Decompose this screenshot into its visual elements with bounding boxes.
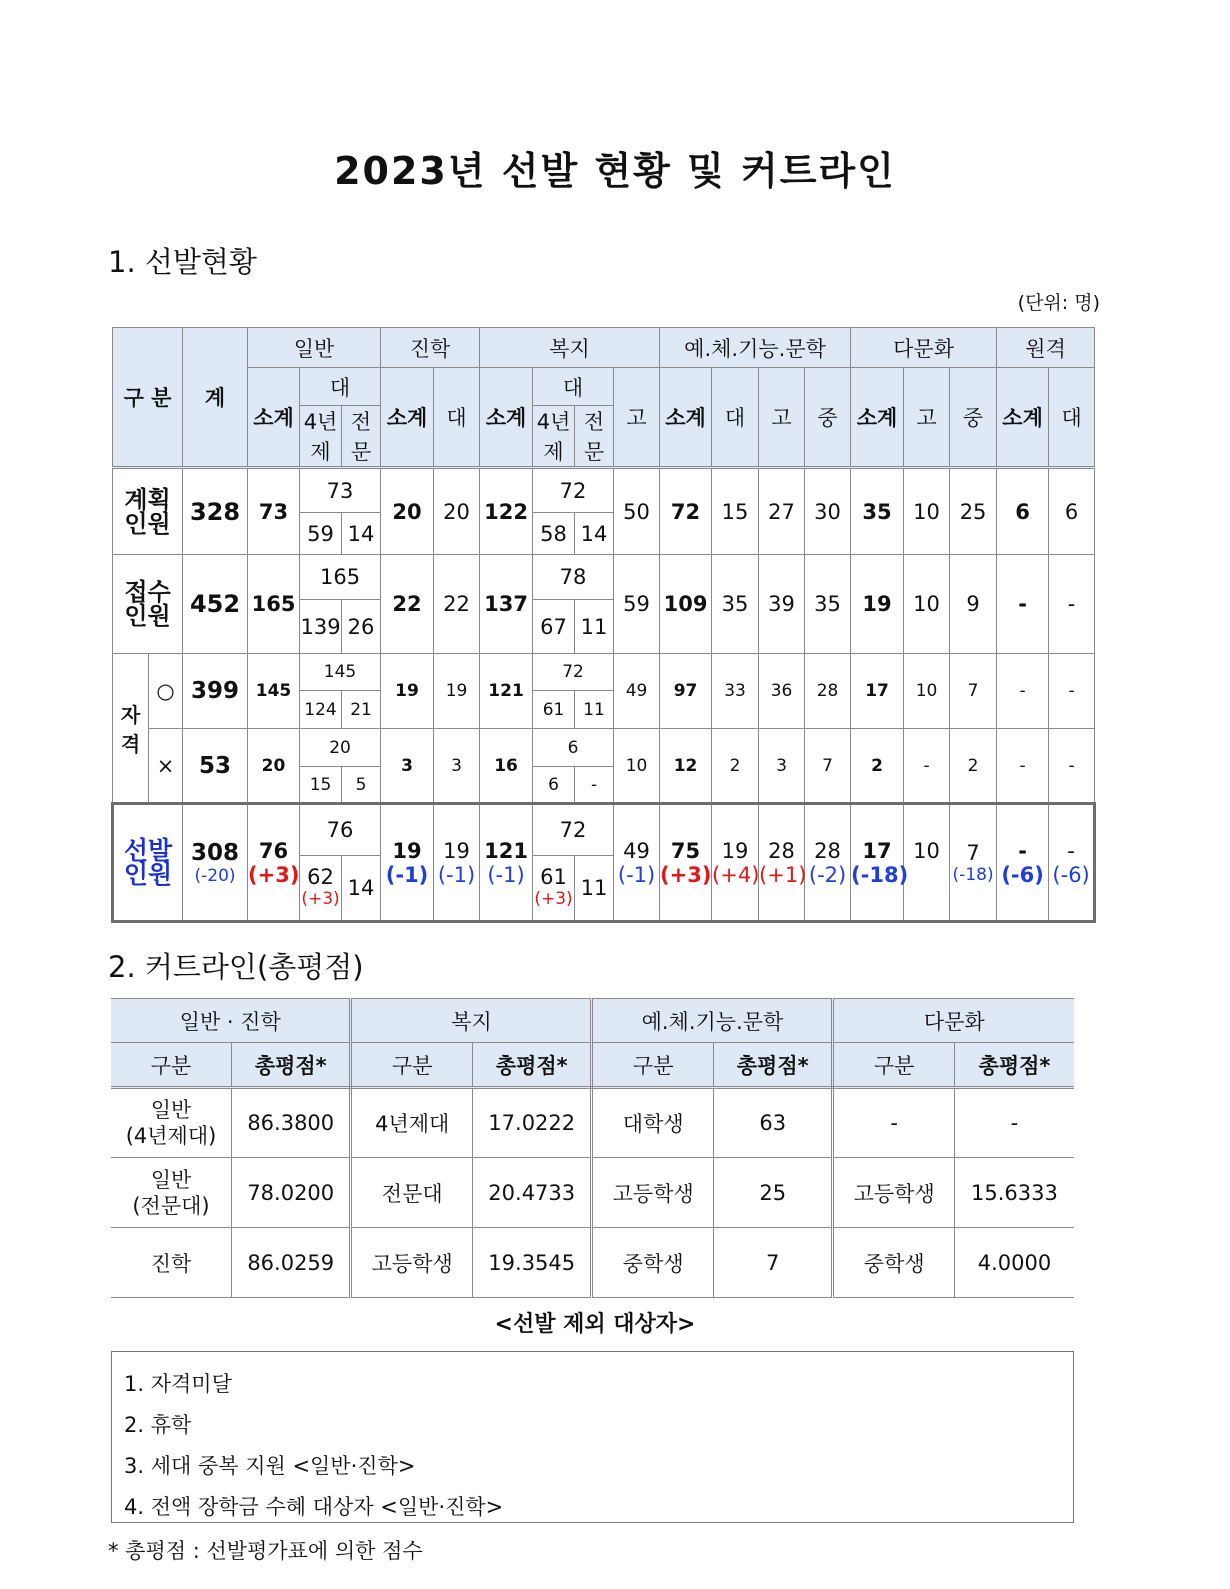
apply-total: 452 <box>183 555 248 654</box>
header-dae: 대 <box>300 368 381 406</box>
selected-ye-go-cell <box>759 804 805 922</box>
apply-bokji-sub: 137 <box>480 555 533 654</box>
selection-status-table <box>111 327 1096 923</box>
selected-ilban-4-cell <box>300 856 342 922</box>
table-row <box>111 1088 1074 1158</box>
qual-o-won-sub: - <box>997 654 1049 729</box>
plan-da-sub: 35 <box>851 468 904 555</box>
selected-total-diff: (-20) <box>194 865 236 886</box>
selected-won-dae: - <box>1067 838 1075 863</box>
selected-ye-dae: 19 <box>721 838 749 863</box>
qual-o-bokji-jm: 11 <box>575 691 614 729</box>
cut-cell: 일반 (전문대) <box>111 1158 231 1228</box>
selected-da-go-cell <box>904 804 950 922</box>
section1-heading: 1. 선발현황 <box>108 245 257 279</box>
qual-o-da-sub: 17 <box>851 654 904 729</box>
apply-ye-jung: 35 <box>805 555 851 654</box>
exclusion-box <box>111 1351 1074 1523</box>
qual-x-da-sub: 2 <box>851 729 904 804</box>
plan-total: 328 <box>183 468 248 555</box>
qual-o-ilban-sub: 145 <box>248 654 300 729</box>
qual-o-ilban-dae: 145 <box>300 654 381 691</box>
cut-cell: 63 <box>713 1088 832 1158</box>
apply-bokji-jm: 11 <box>575 600 614 654</box>
selected-ilban-sub: 76 <box>258 838 289 863</box>
selected-bokji-4-cell <box>533 856 575 922</box>
list-item: 3. 세대 중복 지원 <일반·진학> <box>124 1454 416 1478</box>
selected-bokji-4-diff: (+3) <box>534 889 573 909</box>
section2-heading: 2. 커트라인(총평점) <box>108 950 364 984</box>
header-sogye: 소계 <box>851 368 904 468</box>
selected-ilban-4-diff: (+3) <box>301 889 340 909</box>
qual-x-ilban-4: 15 <box>300 767 342 804</box>
cut-cell: 19.3545 <box>472 1228 592 1298</box>
qual-o-da-go: 10 <box>904 654 950 729</box>
header-dae: 대 <box>1049 368 1095 468</box>
selected-da-sub-cell <box>851 804 909 922</box>
header-jinhak: 진학 <box>381 328 480 368</box>
table-row <box>111 1158 1074 1228</box>
header-junmun: 전문 <box>575 406 614 468</box>
plan-bokji-sub: 122 <box>480 468 533 555</box>
cut-cell: 20.4733 <box>472 1158 592 1228</box>
footnote: * 총평점 : 선발평가표에 의한 점수 <box>108 1539 423 1563</box>
plan-ilban-jm: 14 <box>342 513 381 555</box>
plan-ye-sub: 72 <box>660 468 712 555</box>
qual-x-bokji-sub: 16 <box>480 729 533 804</box>
cut-group-bokji: 복지 <box>351 999 592 1043</box>
cut-cell: - <box>833 1088 954 1158</box>
header-go: 고 <box>614 368 660 468</box>
selected-bokji-sub-diff: (-1) <box>487 862 525 887</box>
qual-x-ye-go: 3 <box>759 729 805 804</box>
cut-col-score: 총평점* <box>954 1043 1074 1088</box>
selected-total-cell <box>183 804 248 922</box>
selected-ye-jung-cell <box>805 804 851 922</box>
selected-ilban-4: 62 <box>307 865 334 889</box>
cut-col-gubun: 구분 <box>111 1043 231 1088</box>
qual-x-ilban-sub: 20 <box>248 729 300 804</box>
cut-cell: 86.3800 <box>231 1088 351 1158</box>
cut-col-gubun: 구분 <box>833 1043 954 1088</box>
header-dae: 대 <box>434 368 480 468</box>
qual-o-ilban-jm: 21 <box>342 691 381 729</box>
qual-o-jinhak-sub: 19 <box>381 654 434 729</box>
apply-ilban-jm: 26 <box>342 600 381 654</box>
selected-ye-jung: 28 <box>814 838 841 863</box>
qual-x-bokji-jm: - <box>575 767 614 804</box>
header-4year: 4년제 <box>533 406 575 468</box>
cut-cell: 일반 (4년제대) <box>111 1088 231 1158</box>
selected-jinhak-sub-diff: (-1) <box>385 862 429 887</box>
plan-ye-dae: 15 <box>712 468 759 555</box>
header-4year: 4년제 <box>300 406 342 468</box>
apply-da-jung: 9 <box>950 555 997 654</box>
plan-ye-go: 27 <box>759 468 805 555</box>
header-dae: 대 <box>712 368 759 468</box>
qual-x-total: 53 <box>183 729 248 804</box>
apply-da-go: 10 <box>904 555 950 654</box>
selected-jinhak-dae: 19 <box>443 838 470 863</box>
cut-cell: 전문대 <box>351 1158 472 1228</box>
selected-jinhak-sub: 19 <box>392 838 422 863</box>
qual-x-da-jung: 2 <box>950 729 997 804</box>
qual-o-ye-dae: 33 <box>712 654 759 729</box>
qual-o-ye-jung: 28 <box>805 654 851 729</box>
cut-cell: 진학 <box>111 1228 231 1298</box>
selected-won-sub-cell <box>997 804 1049 922</box>
header-damunhwa: 다문화 <box>851 328 997 368</box>
selected-bokji-go: 49 <box>623 838 650 863</box>
selected-ye-go: 28 <box>768 838 795 863</box>
plan-won-sub: 6 <box>997 468 1049 555</box>
apply-won-sub: - <box>997 555 1049 654</box>
selected-bokji-sub-cell <box>480 804 533 922</box>
qual-x-ilban-dae: 20 <box>300 729 381 767</box>
selected-ye-go-diff: (+1) <box>759 862 807 887</box>
selected-da-sub: 17 <box>862 838 892 863</box>
apply-ilban-sub: 165 <box>248 555 300 654</box>
plan-bokji-jm: 14 <box>575 513 614 555</box>
cut-cell: 86.0259 <box>231 1228 351 1298</box>
cut-group-ilban: 일반 · 진학 <box>111 999 351 1043</box>
cut-cell: 78.0200 <box>231 1158 351 1228</box>
apply-ye-go: 39 <box>759 555 805 654</box>
header-sogye: 소계 <box>480 368 533 468</box>
qual-o-bokji-go: 49 <box>614 654 660 729</box>
plan-ilban-4: 59 <box>300 513 342 555</box>
qual-x-ilban-jm: 5 <box>342 767 381 804</box>
row-label-qualify: 자 격 <box>113 654 149 804</box>
qual-o-bokji-sub: 121 <box>480 654 533 729</box>
cutline-table <box>111 998 1074 1298</box>
cut-group-damunhwa: 다문화 <box>833 999 1074 1043</box>
header-go: 고 <box>904 368 950 468</box>
selected-jinhak-dae-diff: (-1) <box>437 862 476 887</box>
cut-col-score: 총평점* <box>472 1043 592 1088</box>
apply-ilban-dae: 165 <box>300 555 381 600</box>
cut-cell: 고등학생 <box>833 1158 954 1228</box>
qual-x-bokji-4: 6 <box>533 767 575 804</box>
header-jung: 중 <box>950 368 997 468</box>
qual-o-ilban-4: 124 <box>300 691 342 729</box>
header-sogye: 소계 <box>660 368 712 468</box>
cut-cell: 고등학생 <box>351 1228 472 1298</box>
row-label-plan: 계획 인원 <box>113 468 183 555</box>
list-item: 1. 자격미달 <box>124 1372 232 1396</box>
apply-won-dae: - <box>1049 555 1095 654</box>
qual-o-mark: ○ <box>149 654 183 729</box>
qual-o-ye-go: 36 <box>759 654 805 729</box>
cut-cell: 7 <box>713 1228 832 1298</box>
selected-ye-dae-cell <box>712 804 759 922</box>
plan-bokji-4: 58 <box>533 513 575 555</box>
plan-jinhak-dae: 20 <box>434 468 480 555</box>
selected-da-jung: 7 <box>966 840 980 865</box>
plan-won-dae: 6 <box>1049 468 1095 555</box>
table-row <box>111 1228 1074 1298</box>
selected-ilban-dae: 76 <box>300 804 381 856</box>
plan-da-go: 10 <box>904 468 950 555</box>
header-wongyeok: 원격 <box>997 328 1095 368</box>
apply-da-sub: 19 <box>851 555 904 654</box>
qual-x-mark: × <box>149 729 183 804</box>
selected-da-sub-diff: (-18) <box>851 862 909 887</box>
cut-col-gubun: 구분 <box>592 1043 713 1088</box>
list-item: 4. 전액 장학금 수혜 대상자 <일반·진학> <box>124 1495 504 1519</box>
exclusion-title: <선발 제외 대상자> <box>494 1312 696 1337</box>
header-sogye: 소계 <box>248 368 300 468</box>
selected-bokji-dae: 72 <box>533 804 614 856</box>
selected-da-jung-diff: (-18) <box>952 864 994 885</box>
apply-bokji-go: 59 <box>614 555 660 654</box>
qual-x-won-dae: - <box>1049 729 1095 804</box>
selected-ilban-jm: 14 <box>342 856 381 922</box>
selected-ye-dae-diff: (+4) <box>712 862 760 887</box>
selected-won-sub: - <box>1018 838 1027 863</box>
qual-o-jinhak-dae: 19 <box>434 654 480 729</box>
header-gubun: 구 분 <box>113 328 183 468</box>
header-sogye: 소계 <box>381 368 434 468</box>
qual-x-ye-dae: 2 <box>712 729 759 804</box>
list-item: 2. 휴학 <box>124 1413 192 1437</box>
cut-cell: 4년제대 <box>351 1088 472 1158</box>
apply-ye-sub: 109 <box>660 555 712 654</box>
selected-ye-sub-diff: (+3) <box>660 862 712 887</box>
cut-col-gubun: 구분 <box>351 1043 472 1088</box>
apply-jinhak-dae: 22 <box>434 555 480 654</box>
cut-cell: 고등학생 <box>592 1158 713 1228</box>
selected-won-dae-cell <box>1049 804 1095 922</box>
selected-ye-sub-cell <box>660 804 712 922</box>
selected-ye-sub: 75 <box>670 838 701 863</box>
plan-jinhak-sub: 20 <box>381 468 434 555</box>
cut-cell: 15.6333 <box>954 1158 1074 1228</box>
selected-da-go: 10 <box>913 839 940 863</box>
header-jung: 중 <box>805 368 851 468</box>
qual-x-ye-sub: 12 <box>660 729 712 804</box>
cut-cell: 25 <box>713 1158 832 1228</box>
qual-o-won-dae: - <box>1049 654 1095 729</box>
selected-ye-jung-diff: (-2) <box>808 862 847 887</box>
page-title: 2023년 선발 현황 및 커트라인 <box>334 149 896 193</box>
selected-da-jung-cell <box>950 804 997 922</box>
selected-won-sub-diff: (-6) <box>1001 862 1044 887</box>
selected-ilban-sub-cell <box>248 804 300 922</box>
qual-x-ye-jung: 7 <box>805 729 851 804</box>
qual-o-bokji-dae: 72 <box>533 654 614 691</box>
cut-cell: 4.0000 <box>954 1228 1074 1298</box>
qual-x-won-sub: - <box>997 729 1049 804</box>
qual-x-bokji-go: 10 <box>614 729 660 804</box>
plan-bokji-dae: 72 <box>533 468 614 513</box>
cut-col-score: 총평점* <box>231 1043 351 1088</box>
row-label-selected: 선발 인원 <box>113 804 183 922</box>
header-total: 계 <box>183 328 248 468</box>
selected-won-dae-diff: (-6) <box>1052 862 1090 887</box>
cut-cell: 17.0222 <box>472 1088 592 1158</box>
plan-ilban-dae: 73 <box>300 468 381 513</box>
cut-group-yechae: 예.체.기능.문학 <box>592 999 833 1043</box>
selected-bokji-go-cell <box>614 804 660 922</box>
qual-x-da-go: - <box>904 729 950 804</box>
header-go: 고 <box>759 368 805 468</box>
selected-jinhak-sub-cell <box>381 804 434 922</box>
qual-o-ye-sub: 97 <box>660 654 712 729</box>
unit-note: (단위: 명) <box>1017 292 1100 314</box>
selected-total: 308 <box>191 839 240 866</box>
header-sogye: 소계 <box>997 368 1049 468</box>
apply-ye-dae: 35 <box>712 555 759 654</box>
plan-ilban-sub: 73 <box>248 468 300 555</box>
selected-bokji-4: 61 <box>540 865 567 889</box>
header-junmun: 전문 <box>342 406 381 468</box>
row-label-apply: 접수 인원 <box>113 555 183 654</box>
qual-o-da-jung: 7 <box>950 654 997 729</box>
cut-col-score: 총평점* <box>713 1043 832 1088</box>
qual-x-jinhak-sub: 3 <box>381 729 434 804</box>
cut-cell: - <box>954 1088 1074 1158</box>
selected-ilban-sub-diff: (+3) <box>248 862 300 887</box>
header-bokji: 복지 <box>480 328 660 368</box>
apply-jinhak-sub: 22 <box>381 555 434 654</box>
cut-cell: 중학생 <box>833 1228 954 1298</box>
selected-bokji-jm: 11 <box>575 856 614 922</box>
header-yechae: 예.체.기능.문학 <box>660 328 851 368</box>
apply-bokji-4: 67 <box>533 600 575 654</box>
selected-bokji-sub: 121 <box>484 838 528 863</box>
plan-bokji-go: 50 <box>614 468 660 555</box>
cut-cell: 대학생 <box>592 1088 713 1158</box>
qual-o-bokji-4: 61 <box>533 691 575 729</box>
qual-x-bokji-dae: 6 <box>533 729 614 767</box>
apply-bokji-dae: 78 <box>533 555 614 600</box>
selected-bokji-go-diff: (-1) <box>617 862 656 887</box>
selected-jinhak-dae-cell <box>434 804 480 922</box>
cut-cell: 중학생 <box>592 1228 713 1298</box>
qual-o-total: 399 <box>183 654 248 729</box>
header-dae: 대 <box>533 368 614 406</box>
header-ilban: 일반 <box>248 328 381 368</box>
plan-da-jung: 25 <box>950 468 997 555</box>
plan-ye-jung: 30 <box>805 468 851 555</box>
qual-x-jinhak-dae: 3 <box>434 729 480 804</box>
apply-ilban-4: 139 <box>300 600 342 654</box>
